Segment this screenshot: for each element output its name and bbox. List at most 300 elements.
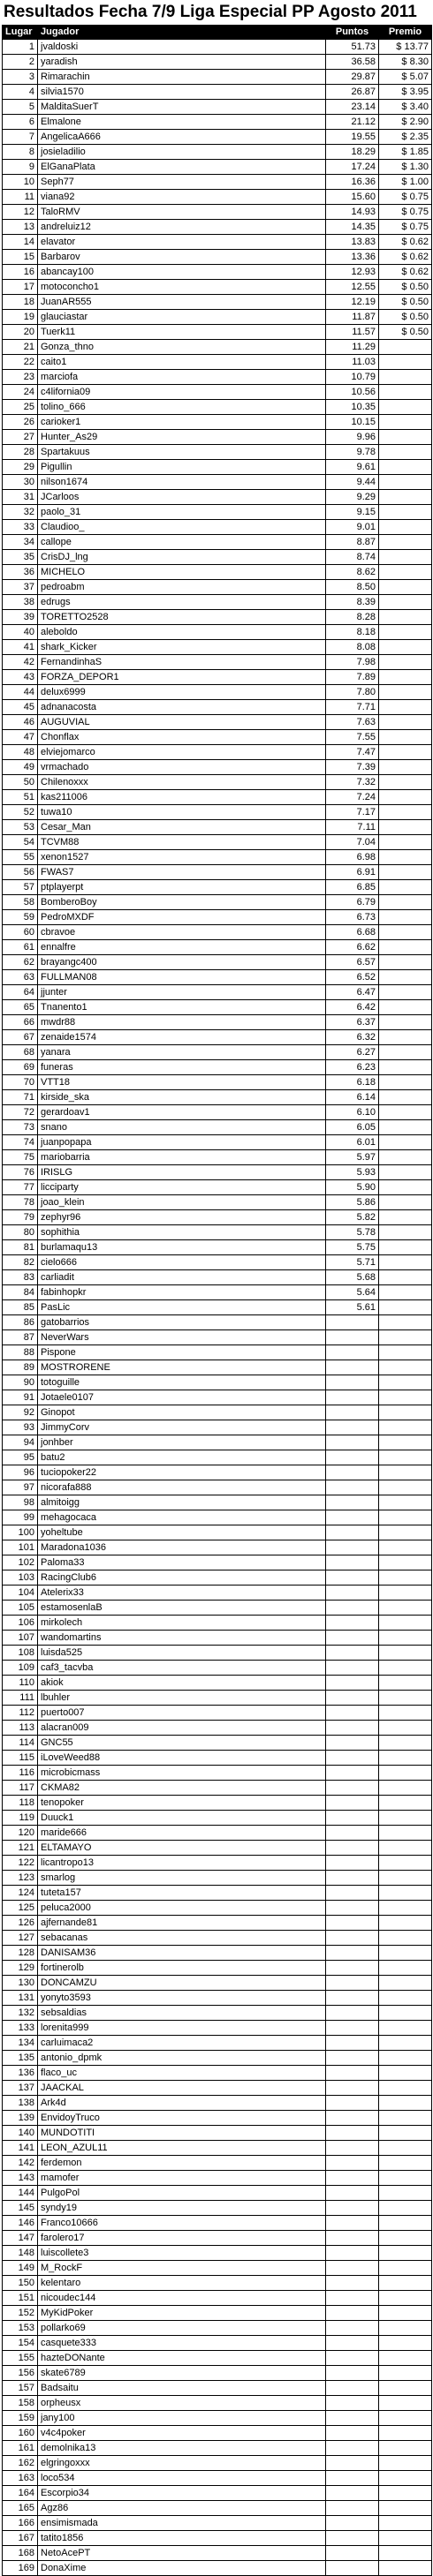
row-position: 61: [3, 940, 38, 955]
row-player: Cesar_Man: [38, 820, 326, 835]
table-row: [3, 415, 432, 430]
row-position: 36: [3, 565, 38, 580]
table-row: [3, 2531, 432, 2546]
row-points: [326, 1555, 379, 1570]
row-position: 77: [3, 1180, 38, 1195]
row-player: Atelerix33: [38, 1586, 326, 1601]
row-position: 88: [3, 1345, 38, 1360]
row-position: 19: [3, 310, 38, 325]
row-player: tuteta157: [38, 1886, 326, 1901]
row-points: 11.57: [326, 325, 379, 340]
row-position: 14: [3, 235, 38, 250]
row-prize: [379, 1000, 432, 1015]
row-player: JCarloos: [38, 490, 326, 505]
row-player: ptplayerpt: [38, 880, 326, 895]
row-player: Elmalone: [38, 115, 326, 130]
row-position: 161: [3, 2441, 38, 2456]
row-prize: [379, 2561, 432, 2576]
row-player: luiscollete3: [38, 2246, 326, 2261]
row-prize: [379, 1330, 432, 1345]
row-points: 21.12: [326, 115, 379, 130]
row-points: 16.36: [326, 175, 379, 190]
row-player: Escorpio34: [38, 2486, 326, 2501]
row-position: 72: [3, 1105, 38, 1120]
row-position: 25: [3, 400, 38, 415]
table-row: [3, 430, 432, 445]
row-prize: [379, 1195, 432, 1210]
row-position: 24: [3, 385, 38, 400]
row-points: 9.29: [326, 490, 379, 505]
row-points: [326, 1916, 379, 1931]
row-prize: $ 0.50: [379, 295, 432, 310]
row-player: syndy19: [38, 2201, 326, 2216]
row-points: [326, 1646, 379, 1661]
table-row: [3, 1676, 432, 1691]
row-position: 5: [3, 100, 38, 115]
row-position: 100: [3, 1525, 38, 1540]
row-points: [326, 2111, 379, 2126]
row-points: [326, 1390, 379, 1405]
row-prize: [379, 820, 432, 835]
row-points: 7.39: [326, 760, 379, 775]
row-position: 3: [3, 70, 38, 85]
row-position: 32: [3, 505, 38, 520]
row-prize: [379, 430, 432, 445]
row-prize: [379, 340, 432, 355]
row-points: 17.24: [326, 160, 379, 175]
row-position: 37: [3, 580, 38, 595]
row-points: [326, 2456, 379, 2471]
row-position: 33: [3, 520, 38, 535]
row-prize: [379, 1270, 432, 1285]
row-prize: [379, 1210, 432, 1225]
row-points: 6.42: [326, 1000, 379, 1015]
row-points: [326, 2321, 379, 2336]
row-player: DANISAM36: [38, 1946, 326, 1961]
row-position: 110: [3, 1676, 38, 1691]
row-player: kas211006: [38, 790, 326, 805]
row-player: snano: [38, 1120, 326, 1135]
table-row: [3, 130, 432, 145]
row-prize: [379, 1150, 432, 1165]
row-player: abancay100: [38, 265, 326, 280]
row-player: mwdr88: [38, 1015, 326, 1030]
row-player: funeras: [38, 1060, 326, 1075]
row-player: alacran009: [38, 1721, 326, 1736]
table-row: [3, 2081, 432, 2096]
row-points: [326, 1480, 379, 1495]
row-position: 108: [3, 1646, 38, 1661]
row-points: 14.35: [326, 220, 379, 235]
row-position: 166: [3, 2516, 38, 2531]
row-points: [326, 1540, 379, 1555]
table-row: [3, 1976, 432, 1991]
table-row: [3, 85, 432, 100]
row-player: totoguille: [38, 1375, 326, 1390]
row-player: Chonflax: [38, 730, 326, 745]
row-player: yonyto3593: [38, 1991, 326, 2006]
table-header-row: [3, 26, 432, 40]
row-points: 9.44: [326, 475, 379, 490]
row-player: fortinerolb: [38, 1961, 326, 1976]
row-prize: [379, 1075, 432, 1090]
row-prize: [379, 2396, 432, 2411]
row-prize: [379, 2276, 432, 2291]
row-points: [326, 2351, 379, 2366]
row-points: 6.27: [326, 1045, 379, 1060]
row-position: 74: [3, 1135, 38, 1150]
row-player: batu2: [38, 1450, 326, 1465]
row-position: 126: [3, 1916, 38, 1931]
row-prize: [379, 1165, 432, 1180]
row-position: 28: [3, 445, 38, 460]
table-row: [3, 1420, 432, 1435]
row-points: [326, 1961, 379, 1976]
row-position: 6: [3, 115, 38, 130]
row-points: [326, 2561, 379, 2576]
row-points: [326, 2021, 379, 2036]
row-prize: [379, 2081, 432, 2096]
row-prize: [379, 1946, 432, 1961]
table-row: [3, 55, 432, 70]
table-row: [3, 1315, 432, 1330]
row-prize: [379, 1120, 432, 1135]
table-row: [3, 1871, 432, 1886]
table-row: [3, 40, 432, 55]
row-player: mariobarria: [38, 1150, 326, 1165]
row-position: 149: [3, 2261, 38, 2276]
row-position: 10: [3, 175, 38, 190]
row-points: [326, 2516, 379, 2531]
row-points: 6.32: [326, 1030, 379, 1045]
row-points: 5.68: [326, 1270, 379, 1285]
row-prize: [379, 1390, 432, 1405]
row-player: silvia1570: [38, 85, 326, 100]
row-prize: [379, 1676, 432, 1691]
row-prize: [379, 445, 432, 460]
row-points: [326, 1991, 379, 2006]
row-points: 11.03: [326, 355, 379, 370]
row-prize: [379, 1465, 432, 1480]
row-prize: [379, 610, 432, 625]
row-player: zenaide1574: [38, 1030, 326, 1045]
row-position: 151: [3, 2291, 38, 2306]
row-prize: [379, 865, 432, 880]
table-row: [3, 385, 432, 400]
row-player: Gonza_thno: [38, 340, 326, 355]
row-points: 6.37: [326, 1015, 379, 1030]
row-player: AUGUVIAL: [38, 715, 326, 730]
row-points: [326, 2471, 379, 2486]
row-points: 18.29: [326, 145, 379, 160]
table-row: [3, 640, 432, 655]
row-position: 153: [3, 2321, 38, 2336]
table-row: [3, 2036, 432, 2051]
table-row: [3, 2171, 432, 2186]
row-points: [326, 1601, 379, 1616]
row-prize: $ 0.62: [379, 250, 432, 265]
row-prize: [379, 2321, 432, 2336]
row-points: [326, 1661, 379, 1676]
table-row: [3, 310, 432, 325]
row-points: 8.74: [326, 550, 379, 565]
row-player: PedroMXDF: [38, 910, 326, 925]
row-position: 48: [3, 745, 38, 760]
row-player: FernandinhaS: [38, 655, 326, 670]
row-position: 134: [3, 2036, 38, 2051]
row-position: 8: [3, 145, 38, 160]
results-sheet: [2, 0, 431, 2576]
row-points: [326, 2006, 379, 2021]
row-player: flaco_uc: [38, 2066, 326, 2081]
row-position: 83: [3, 1270, 38, 1285]
row-prize: [379, 370, 432, 385]
row-points: 23.14: [326, 100, 379, 115]
table-row: [3, 1285, 432, 1300]
row-player: Tnanento1: [38, 1000, 326, 1015]
row-position: 79: [3, 1210, 38, 1225]
row-prize: [379, 2441, 432, 2456]
row-points: [326, 1631, 379, 1646]
table-row: [3, 1240, 432, 1255]
row-prize: [379, 985, 432, 1000]
row-player: juanpopapa: [38, 1135, 326, 1150]
table-row: [3, 100, 432, 115]
row-player: caito1: [38, 355, 326, 370]
row-points: [326, 1315, 379, 1330]
row-player: licciparty: [38, 1180, 326, 1195]
row-player: pedroabm: [38, 580, 326, 595]
row-player: TORETTO2528: [38, 610, 326, 625]
row-prize: [379, 655, 432, 670]
table-row: [3, 940, 432, 955]
row-prize: [379, 790, 432, 805]
row-position: 18: [3, 295, 38, 310]
row-prize: [379, 1525, 432, 1540]
row-player: adnanacosta: [38, 700, 326, 715]
row-points: 7.71: [326, 700, 379, 715]
row-points: 5.78: [326, 1225, 379, 1240]
row-player: MICHELO: [38, 565, 326, 580]
row-player: M_RockF: [38, 2261, 326, 2276]
table-row: [3, 1826, 432, 1841]
row-points: [326, 1721, 379, 1736]
row-player: nicoudec144: [38, 2291, 326, 2306]
row-position: 66: [3, 1015, 38, 1030]
row-prize: [379, 2021, 432, 2036]
row-prize: [379, 1240, 432, 1255]
row-position: 11: [3, 190, 38, 205]
row-points: 7.80: [326, 685, 379, 700]
row-position: 104: [3, 1586, 38, 1601]
row-player: carluimaca2: [38, 2036, 326, 2051]
row-position: 167: [3, 2531, 38, 2546]
row-prize: [379, 1871, 432, 1886]
row-points: 7.63: [326, 715, 379, 730]
row-position: 106: [3, 1616, 38, 1631]
row-player: xenon1527: [38, 850, 326, 865]
row-prize: [379, 595, 432, 610]
table-row: [3, 2516, 432, 2531]
row-player: mirkolech: [38, 1616, 326, 1631]
row-prize: [379, 520, 432, 535]
row-player: caf3_tacvba: [38, 1661, 326, 1676]
table-row: [3, 325, 432, 340]
row-position: 89: [3, 1360, 38, 1375]
table-row: [3, 250, 432, 265]
row-position: 109: [3, 1661, 38, 1676]
row-prize: [379, 1570, 432, 1586]
row-prize: [379, 2141, 432, 2156]
row-position: 2: [3, 55, 38, 70]
table-row: [3, 745, 432, 760]
table-row: [3, 1000, 432, 1015]
table-row: [3, 2006, 432, 2021]
row-player: vrmachado: [38, 760, 326, 775]
row-points: 12.55: [326, 280, 379, 295]
row-player: FORZA_DEPOR1: [38, 670, 326, 685]
row-prize: [379, 2456, 432, 2471]
row-points: 26.87: [326, 85, 379, 100]
row-prize: [379, 2411, 432, 2426]
row-player: gerardoav1: [38, 1105, 326, 1120]
row-player: Tuerk11: [38, 325, 326, 340]
table-row: [3, 700, 432, 715]
table-row: [3, 1075, 432, 1090]
row-position: 92: [3, 1405, 38, 1420]
table-row: [3, 730, 432, 745]
row-player: Agz86: [38, 2501, 326, 2516]
row-player: demolnika13: [38, 2441, 326, 2456]
row-prize: [379, 1420, 432, 1435]
row-prize: [379, 700, 432, 715]
row-prize: $ 0.62: [379, 265, 432, 280]
row-points: 10.79: [326, 370, 379, 385]
row-prize: [379, 1691, 432, 1706]
row-position: 150: [3, 2276, 38, 2291]
table-row: [3, 2261, 432, 2276]
row-points: 9.78: [326, 445, 379, 460]
row-position: 159: [3, 2411, 38, 2426]
table-row: [3, 70, 432, 85]
row-prize: [379, 1300, 432, 1315]
row-points: 6.47: [326, 985, 379, 1000]
table-row: [3, 610, 432, 625]
row-player: NetoAcePT: [38, 2546, 326, 2561]
row-position: 29: [3, 460, 38, 475]
row-player: jjunter: [38, 985, 326, 1000]
table-row: [3, 1555, 432, 1570]
row-prize: [379, 2126, 432, 2141]
row-position: 93: [3, 1420, 38, 1435]
row-points: 11.87: [326, 310, 379, 325]
row-position: 128: [3, 1946, 38, 1961]
table-row: [3, 1255, 432, 1270]
row-prize: $ 0.75: [379, 190, 432, 205]
row-position: 76: [3, 1165, 38, 1180]
row-prize: [379, 1015, 432, 1030]
row-position: 154: [3, 2336, 38, 2351]
row-points: 5.82: [326, 1210, 379, 1225]
row-player: nilson1674: [38, 475, 326, 490]
row-position: 84: [3, 1285, 38, 1300]
row-prize: [379, 1736, 432, 1751]
row-position: 123: [3, 1871, 38, 1886]
row-points: 13.36: [326, 250, 379, 265]
table-row: [3, 1646, 432, 1661]
table-row: [3, 2276, 432, 2291]
table-row: [3, 295, 432, 310]
table-row: [3, 265, 432, 280]
row-position: 168: [3, 2546, 38, 2561]
row-points: 9.61: [326, 460, 379, 475]
row-prize: $ 0.50: [379, 310, 432, 325]
table-row: [3, 1330, 432, 1345]
row-position: 38: [3, 595, 38, 610]
row-player: RacingClub6: [38, 1570, 326, 1586]
row-points: [326, 2531, 379, 2546]
row-player: MyKidPoker: [38, 2306, 326, 2321]
table-row: [3, 1405, 432, 1420]
row-position: 137: [3, 2081, 38, 2096]
table-row: [3, 2201, 432, 2216]
row-prize: $ 1.30: [379, 160, 432, 175]
row-prize: [379, 1916, 432, 1931]
row-points: [326, 2231, 379, 2246]
row-position: 71: [3, 1090, 38, 1105]
row-prize: [379, 2051, 432, 2066]
row-player: Badsaitu: [38, 2381, 326, 2396]
row-position: 91: [3, 1390, 38, 1405]
row-player: EnvidoyTruco: [38, 2111, 326, 2126]
row-prize: [379, 1706, 432, 1721]
row-prize: [379, 1105, 432, 1120]
row-position: 40: [3, 625, 38, 640]
row-player: AngelicaA666: [38, 130, 326, 145]
table-row: [3, 2411, 432, 2426]
row-position: 43: [3, 670, 38, 685]
row-prize: $ 0.75: [379, 205, 432, 220]
table-row: [3, 2456, 432, 2471]
row-position: 103: [3, 1570, 38, 1586]
row-player: brayangc400: [38, 955, 326, 970]
row-points: [326, 2096, 379, 2111]
row-player: viana92: [38, 190, 326, 205]
row-points: 9.01: [326, 520, 379, 535]
table-row: [3, 2546, 432, 2561]
row-player: joao_klein: [38, 1195, 326, 1210]
table-row: [3, 1691, 432, 1706]
row-prize: [379, 2006, 432, 2021]
row-prize: $ 1.85: [379, 145, 432, 160]
row-points: [326, 2366, 379, 2381]
row-position: 65: [3, 1000, 38, 1015]
row-player: sebsaldias: [38, 2006, 326, 2021]
row-position: 62: [3, 955, 38, 970]
row-points: 7.89: [326, 670, 379, 685]
row-prize: [379, 1766, 432, 1781]
table-row: [3, 1946, 432, 1961]
table-row: [3, 1811, 432, 1826]
row-player: Barbarov: [38, 250, 326, 265]
row-points: 6.73: [326, 910, 379, 925]
table-row: [3, 595, 432, 610]
row-position: 54: [3, 835, 38, 850]
row-prize: $ 0.50: [379, 280, 432, 295]
table-row: [3, 490, 432, 505]
row-points: 13.83: [326, 235, 379, 250]
row-points: 7.55: [326, 730, 379, 745]
